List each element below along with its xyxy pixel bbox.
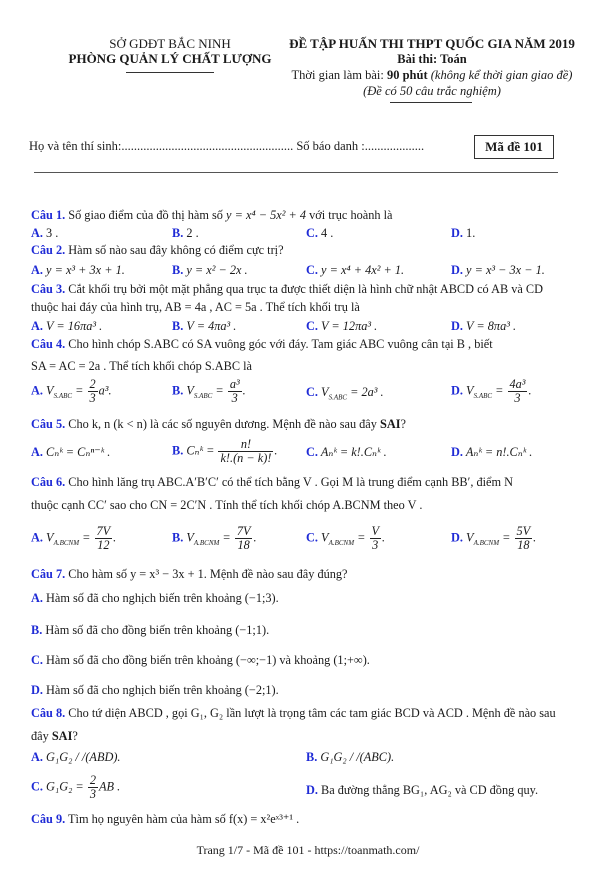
option-letter: B. — [172, 319, 184, 333]
fraction-numerator: 2 — [89, 377, 96, 391]
fraction-numerator: 4a³ — [509, 377, 526, 391]
question-8-line-2 — [31, 728, 591, 744]
option-text: Hàm số đã cho nghịch biến trên khoảng (−2;1). — [42, 683, 279, 697]
question-text: Cho k, n (k < n) là các số nguyên dương. Mệnh đề nào sau đây — [65, 417, 380, 431]
option-letter: C. — [306, 263, 318, 277]
question-6-line-2: thuộc cạnh CC′ sao cho CN = 2C′N . Tính thể tích khối chóp A.BCNM theo V . — [31, 498, 423, 512]
option-text: Hàm số đã cho đồng biến trên khoảng (−1;1). — [42, 623, 270, 637]
option-eq: = — [492, 383, 507, 398]
option-letter: D. — [451, 383, 463, 398]
option-post: . — [528, 383, 532, 398]
q5-option-c[interactable] — [306, 444, 387, 460]
option-letter: D. — [451, 530, 463, 545]
option-eq: = 2a³ . — [347, 385, 384, 399]
option-subscript: A.BCNM — [193, 538, 220, 547]
question-text: Tìm họ nguyên hàm của hàm số f(x) = x²eˣ³⁺¹ . — [65, 812, 300, 826]
q2-option-b[interactable] — [172, 262, 248, 278]
fraction-numerator: 5V — [516, 524, 531, 538]
question-label: Câu 8. — [31, 706, 66, 720]
question-label: Câu 9. — [31, 812, 66, 826]
option-letter: A. — [31, 530, 43, 545]
fraction-numerator: 7V — [236, 524, 251, 538]
option-letter: B. — [172, 226, 184, 240]
option-text: 1. — [462, 226, 476, 240]
option-subscript: A.BCNM — [328, 538, 355, 547]
q3-option-c[interactable] — [306, 318, 377, 334]
q2-option-a[interactable] — [31, 262, 125, 278]
option-letter: B. — [172, 530, 184, 545]
option-letter: C. — [306, 226, 318, 240]
option-letter: C. — [306, 319, 318, 333]
option-text: 4 . — [317, 226, 334, 240]
question-3 — [31, 281, 591, 297]
option-letter: A. — [31, 445, 43, 459]
fraction-denominator: 3 — [514, 391, 521, 405]
option-eq: = — [354, 530, 369, 545]
option-letter: D. — [451, 319, 463, 333]
q2-option-c[interactable] — [306, 262, 404, 278]
option-subscript: S.ABC — [328, 393, 348, 402]
option-text: V — [317, 385, 329, 399]
question-2 — [31, 242, 591, 258]
fraction-denominator: k!.(n − k)! — [220, 451, 272, 465]
option-text: Aₙᵏ = n!.Cₙᵏ . — [462, 445, 533, 459]
question-text-tail: ? — [400, 417, 406, 431]
question-6 — [31, 474, 591, 490]
question-text: Cho hình lăng trụ ABC.A′B′C′ có thể tích bằng V . Gọi M là trung điểm cạnh BB′, điểm N — [65, 475, 514, 489]
option-letter: D. — [451, 226, 463, 240]
q6-option-b[interactable] — [172, 525, 257, 552]
option-fraction — [218, 438, 273, 465]
fraction-numerator: 2 — [89, 773, 96, 787]
q3-option-d[interactable] — [451, 318, 516, 334]
fraction-denominator: 3 — [89, 787, 96, 801]
option-text: Ba đường thẳng BG₁, AG₂ và CD đồng quy. — [317, 783, 539, 797]
option-letter: A. — [31, 591, 43, 605]
option-eq: = — [72, 383, 87, 398]
duration-prefix: Thời gian làm bài: — [291, 68, 387, 82]
option-post: . — [113, 530, 117, 545]
question-4-line-2: SA = AC = 2a . Thể tích khối chóp S.ABC là — [31, 359, 252, 373]
option-letter: C. — [31, 779, 43, 794]
option-letter: C. — [306, 445, 318, 459]
option-text: V = 4πa³ . — [183, 319, 237, 333]
option-text: y = x³ + 3x + 1. — [42, 263, 125, 277]
option-text: 2 . — [183, 226, 199, 240]
q1-option-a[interactable] — [31, 225, 58, 241]
option-post: AB . — [98, 779, 121, 794]
option-text: V — [42, 530, 54, 545]
q4-option-b[interactable] — [172, 378, 246, 405]
option-text: Hàm số đã cho nghịch biến trên khoảng (−1;3). — [42, 591, 279, 605]
option-letter: B. — [172, 383, 184, 398]
option-eq: = — [219, 530, 234, 545]
q8-option-c[interactable] — [31, 774, 120, 801]
option-fraction — [88, 774, 98, 801]
option-letter: A. — [31, 750, 43, 764]
question-text: đây — [31, 729, 52, 743]
question-text: Hàm số nào sau đây không có điểm cực trị? — [65, 243, 284, 257]
option-letter: D. — [451, 263, 463, 277]
question-label: Câu 7. — [31, 567, 66, 581]
option-text: V = 8πa³ . — [462, 319, 517, 333]
option-text: G₁G₂ / /(ABD). — [42, 750, 121, 764]
option-eq: = — [212, 383, 227, 398]
option-letter: C. — [306, 530, 318, 545]
option-fraction — [95, 525, 113, 552]
question-text: Cho tứ diện ABCD , gọi G₁, G₂ lần lượt là trọng tâm các tam giác BCD và ACD . Mệnh đề nào sau — [65, 706, 556, 720]
page-footer: Trang 1/7 - Mã đề 101 - https://toanmath.com/ — [196, 843, 420, 857]
option-fraction — [228, 378, 242, 405]
option-post: . — [242, 383, 246, 398]
question-text: Cho hình chóp S.ABC có SA vuông góc với đáy. Tam giác ABC vuông cân tại B , biết — [65, 337, 493, 351]
question-emphasis: SAI — [380, 417, 401, 431]
fraction-denominator: 3 — [231, 391, 238, 405]
question-label: Câu 5. — [31, 417, 66, 431]
fraction-denominator: 18 — [517, 538, 530, 552]
question-5 — [31, 416, 591, 432]
question-label: Câu 3. — [31, 282, 66, 296]
question-text-tail: với trục hoành là — [306, 208, 393, 222]
exam-duration — [262, 68, 602, 83]
option-text: 3 . — [42, 226, 59, 240]
option-text: V = 12πa³ . — [317, 319, 378, 333]
question-9 — [31, 811, 591, 827]
option-post: . — [253, 530, 257, 545]
option-text: G₁G₂ / /(ABC). — [317, 750, 395, 764]
header-right-underline — [390, 102, 472, 103]
option-letter: A. — [31, 263, 43, 277]
q2-option-d[interactable] — [451, 262, 545, 278]
option-subscript: S.ABC — [473, 391, 493, 400]
option-subscript: S.ABC — [193, 391, 213, 400]
option-letter: D. — [451, 445, 463, 459]
department-name: SỞ GDĐT BẮC NINH — [109, 36, 231, 51]
question-math: y = x⁴ − 5x² + 4 — [226, 208, 307, 222]
exam-subject: Bài thi: Toán — [397, 52, 467, 66]
candidate-info-line: Họ và tên thí sinh:....................................................... Số báo danh :................... — [29, 139, 425, 153]
q1-option-b[interactable] — [172, 225, 199, 241]
option-text: V — [183, 383, 194, 398]
exam-title: ĐỀ TẬP HUẤN THI THPT QUỐC GIA NĂM 2019 — [289, 36, 575, 51]
option-fraction — [508, 378, 528, 405]
q1-option-d[interactable] — [451, 225, 475, 241]
q4-option-c[interactable] — [306, 384, 384, 405]
option-subscript: S.ABC — [53, 391, 73, 400]
option-text: V — [42, 383, 54, 398]
question-count-note: (Đề có 50 câu trắc nghiệm) — [363, 84, 501, 98]
question-text: Cho hàm số y = x³ − 3x + 1. Mệnh đề nào sau đây đúng? — [65, 567, 348, 581]
q8-option-b[interactable] — [306, 749, 394, 765]
option-letter: B. — [306, 750, 318, 764]
q6-option-d[interactable] — [451, 525, 536, 552]
fraction-numerator: 7V — [96, 524, 111, 538]
option-text: Hàm số đã cho đồng biến trên khoảng (−∞;−1) và khoảng (1;+∞). — [42, 653, 370, 667]
option-text: Aₙᵏ = k!.Cₙᵏ . — [317, 445, 387, 459]
q8-option-a[interactable] — [31, 749, 121, 765]
fraction-denominator: 3 — [89, 391, 96, 405]
question-label: Câu 1. — [31, 208, 66, 222]
option-subscript: A.BCNM — [53, 538, 80, 547]
q3-option-a[interactable] — [31, 318, 102, 334]
option-letter: D. — [306, 783, 318, 797]
option-letter: A. — [31, 226, 43, 240]
exam-code-box: Mã đề 101 — [474, 135, 554, 159]
q7-option-b[interactable] — [31, 622, 269, 638]
fraction-numerator: V — [371, 524, 380, 538]
fraction-denominator: 3 — [372, 538, 379, 552]
option-letter: C. — [31, 653, 43, 667]
option-text: y = x² − 2x . — [183, 263, 248, 277]
option-post: . — [274, 443, 278, 458]
q7-option-d[interactable] — [31, 682, 279, 698]
question-3-line-2: thuộc hai đáy của hình trụ, AB = 4a , AC = 5a . Thể tích khối trụ là — [31, 300, 360, 314]
q7-option-c[interactable] — [31, 652, 370, 668]
option-subscript: A.BCNM — [473, 538, 500, 547]
question-1 — [31, 207, 591, 223]
option-text: V — [183, 530, 194, 545]
option-text: Cₙᵏ = Cₙⁿ⁻ᵏ . — [42, 445, 111, 459]
option-fraction — [370, 525, 382, 552]
option-post: a³. — [98, 383, 112, 398]
question-text: Số giao điểm của đồ thị hàm số — [65, 208, 227, 222]
option-eq: = — [499, 530, 514, 545]
q5-option-d[interactable] — [451, 444, 532, 460]
option-post: . — [382, 530, 386, 545]
question-8 — [31, 705, 591, 721]
option-letter: C. — [306, 385, 318, 399]
question-label: Câu 6. — [31, 475, 66, 489]
option-post: . — [533, 530, 537, 545]
option-text: y = x⁴ + 4x² + 1. — [317, 263, 405, 277]
option-letter: A. — [31, 319, 43, 333]
office-name: PHÒNG QUẢN LÝ CHẤT LƯỢNG — [68, 51, 272, 66]
option-letter: A. — [31, 383, 43, 398]
q3-option-b[interactable] — [172, 318, 236, 334]
option-text: G₁G₂ = — [42, 779, 87, 794]
option-text: V = 16πa³ . — [42, 319, 103, 333]
q8-option-d[interactable] — [306, 782, 538, 798]
option-letter: D. — [31, 683, 43, 697]
option-eq: = — [79, 530, 94, 545]
q5-option-b[interactable] — [172, 438, 278, 465]
question-4 — [31, 336, 591, 352]
option-text: V — [462, 383, 474, 398]
q4-option-a[interactable] — [31, 378, 112, 405]
question-label: Câu 2. — [31, 243, 66, 257]
fraction-numerator: n! — [218, 438, 273, 452]
question-7 — [31, 566, 591, 582]
fraction-denominator: 12 — [97, 538, 110, 552]
duration-note: (không kể thời gian giao đề) — [427, 68, 573, 82]
q5-option-a[interactable] — [31, 444, 110, 460]
option-text: V — [317, 530, 329, 545]
q6-option-c[interactable] — [306, 525, 385, 552]
option-letter: B. — [172, 263, 184, 277]
question-text-tail: ? — [72, 729, 78, 743]
option-fraction — [515, 525, 533, 552]
question-label: Câu 4. — [31, 337, 66, 351]
option-fraction — [88, 378, 98, 405]
fraction-numerator: a³ — [229, 377, 240, 391]
q7-option-a[interactable] — [31, 590, 279, 606]
option-text: y = x³ − 3x − 1. — [462, 263, 545, 277]
header-left-underline — [126, 72, 214, 73]
question-emphasis: SAI — [51, 729, 73, 743]
option-letter: B. — [31, 623, 43, 637]
q1-option-c[interactable] — [306, 225, 333, 241]
question-text: Cắt khối trụ bởi một mặt phẳng qua trục ta được thiết diện là hình chữ nhật ABCD có AB và CD — [65, 282, 544, 296]
duration-value: 90 phút — [386, 68, 428, 82]
option-fraction — [235, 525, 253, 552]
q6-option-a[interactable] — [31, 525, 116, 552]
option-text: Cₙᵏ = — [183, 443, 218, 458]
fraction-denominator: 18 — [237, 538, 250, 552]
q4-option-d[interactable] — [451, 378, 532, 405]
header-divider — [34, 172, 558, 173]
option-text: V — [462, 530, 474, 545]
option-letter: B. — [172, 443, 184, 458]
